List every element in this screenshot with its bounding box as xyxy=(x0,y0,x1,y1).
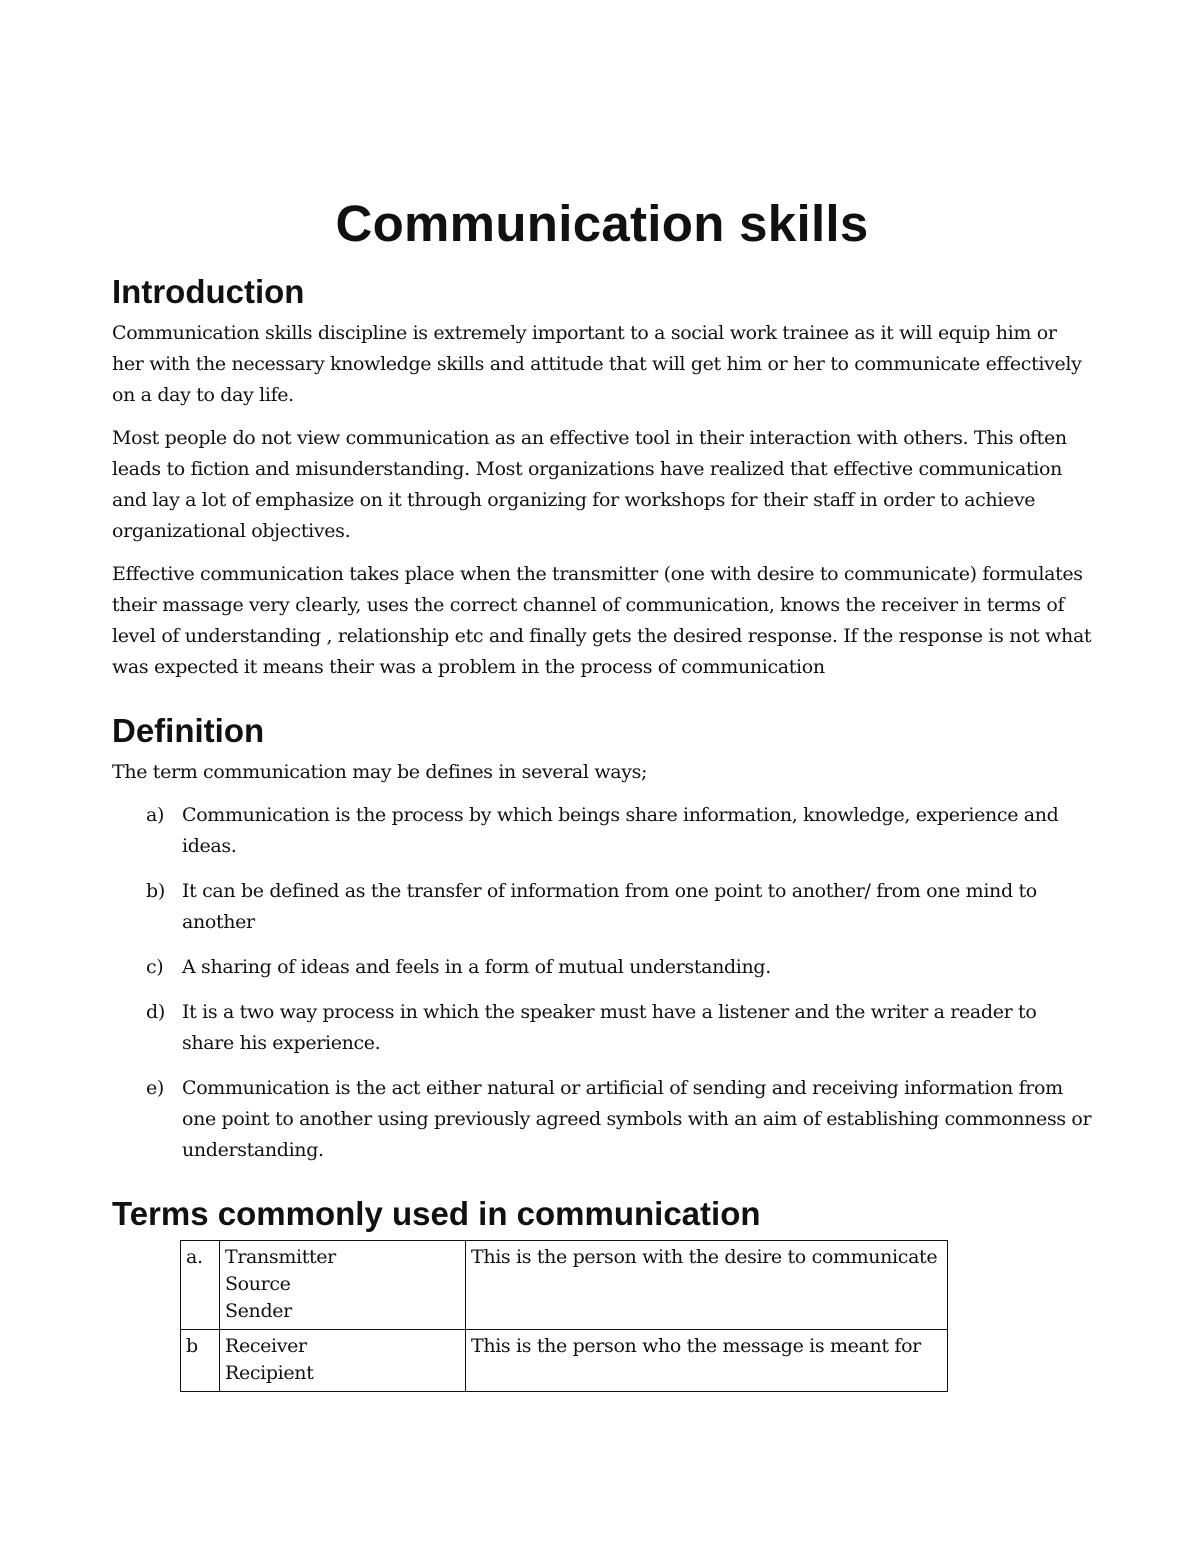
row-description-cell: This is the person with the desire to communicate xyxy=(466,1241,948,1330)
table-row xyxy=(181,1241,948,1330)
list-item xyxy=(112,800,1092,862)
list-item xyxy=(112,997,1092,1059)
document-page xyxy=(112,190,1092,1392)
list-marker: d) xyxy=(146,1001,165,1023)
list-item-text: Communication is the process by which beings share information, knowledge, experience and ideas. xyxy=(182,804,1059,857)
list-marker: c) xyxy=(146,956,164,978)
row-description-cell: This is the person who the message is meant for xyxy=(466,1330,948,1392)
intro-paragraph-2: Most people do not view communication as an effective tool in their interaction with others. This often leads to fiction and misunderstanding. Most organizations have realized that effective communication and lay a lot of emphasize on it through organizing for workshops for their staff in order to achieve organizational objectives. xyxy=(112,427,1067,542)
list-item-text: A sharing of ideas and feels in a form of mutual understanding. xyxy=(182,956,771,978)
terms-table xyxy=(180,1240,948,1392)
definition-list xyxy=(112,800,1092,1166)
term-label: Transmitter xyxy=(225,1246,336,1268)
row-terms-cell xyxy=(220,1330,466,1392)
row-marker-cell: b xyxy=(181,1330,220,1392)
list-item-text: Communication is the act either natural or artificial of sending and receiving information from one point to another using previously agreed symbols with an aim of establishing commonness or understanding. xyxy=(182,1077,1092,1161)
list-item-text: It is a two way process in which the speaker must have a listener and the writer a reader to share his experience. xyxy=(182,1001,1037,1054)
row-marker-cell: a. xyxy=(181,1241,220,1330)
row-terms-cell xyxy=(220,1241,466,1330)
list-item-text: It can be defined as the transfer of information from one point to another/ from one mind to another xyxy=(182,880,1037,933)
list-marker: e) xyxy=(146,1077,164,1099)
term-label: Sender xyxy=(225,1300,292,1322)
list-item xyxy=(112,952,1092,983)
definition-intro: The term communication may be defines in several ways; xyxy=(112,761,648,783)
term-label: Receiver xyxy=(225,1335,307,1357)
term-label: Recipient xyxy=(225,1362,314,1384)
intro-paragraph-3: Effective communication takes place when the transmitter (one with desire to communicate) formulates their massage very clearly, uses the correct channel of communication, knows the receiver in terms of level of understanding , relationship etc and finally gets the desired response. If the response is not what was expected it means their was a problem in the process of communication xyxy=(112,563,1092,678)
list-item xyxy=(112,1073,1092,1166)
table-row xyxy=(181,1330,948,1392)
list-item xyxy=(112,876,1092,938)
introduction-heading: Introduction xyxy=(112,273,305,310)
term-label: Source xyxy=(225,1273,291,1295)
intro-paragraph-1: Communication skills discipline is extremely important to a social work trainee as it will equip him or her with the necessary knowledge skills and attitude that will get him or her to communicate effectively on a day to day life. xyxy=(112,322,1082,406)
list-marker: b) xyxy=(146,880,165,902)
list-marker: a) xyxy=(146,804,165,826)
page-title: Communication skills xyxy=(335,195,869,252)
definition-heading: Definition xyxy=(112,712,265,749)
terms-heading: Terms commonly used in communication xyxy=(112,1195,761,1232)
